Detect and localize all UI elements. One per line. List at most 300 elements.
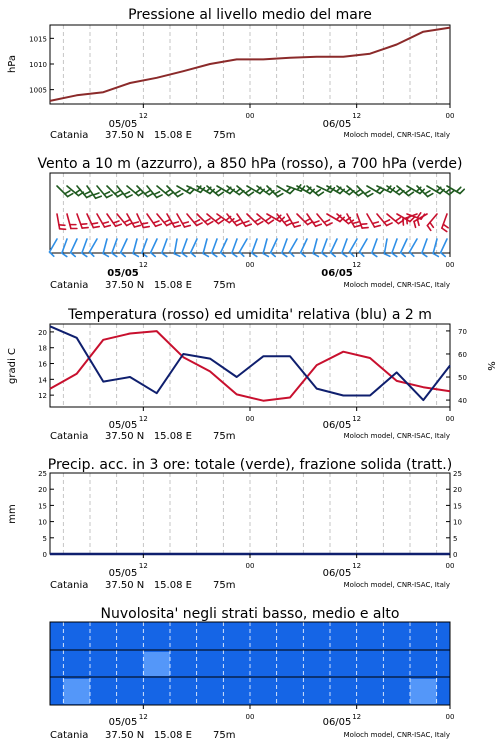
wind-barb [331,239,337,256]
wind-barb-feather [361,224,367,225]
wind-barb-feather [174,254,179,257]
wind-barb-feather [365,191,370,194]
wind-barb-shaft [57,214,60,229]
wind-barb-shaft [97,214,105,227]
wind-barb-shaft [313,239,317,253]
x-tick-label: 12 [352,713,362,721]
wind-barb-shaft [392,239,397,253]
wind-barb-feather [178,194,183,197]
wind-barb [350,239,358,256]
y-tick-label: 20 [38,328,47,337]
wind-barb-feather [96,196,102,198]
footer-coords: 37.50 N 15.08 E [105,130,192,141]
precipitation-panel [7,457,462,591]
wind-barb-feather [245,190,250,193]
wind-barb-feather [268,220,273,223]
wind-barb-feather [165,190,170,193]
footer-coords: 37.50 N 15.08 E [105,730,192,741]
wind-barb-feather [81,224,87,225]
wind-barb-feather [105,225,111,227]
wind-date-1: 05/05 [107,268,139,279]
wind-barb-feather [205,219,210,222]
wind-barb-feather [92,223,98,224]
footer-location: Catania [50,280,89,291]
wind-barb-feather [375,225,381,227]
wind-barb-shaft [67,214,71,228]
wind-barb-feather [362,228,368,229]
x-tick-label: 12 [352,112,362,120]
wind-barb-feather [384,220,389,223]
footer-coords: 37.50 N 15.08 E [105,280,192,291]
y-tick-label: 25 [38,470,47,478]
cloud-date-1: 05/05 [108,717,138,728]
wind-barb-shaft [191,239,197,253]
footer-elevation: 75m [213,130,236,141]
wind-barb-feather [428,194,433,197]
humidity-ylabel: % [485,361,496,371]
x-tick-label: 00 [245,713,255,721]
wind-barb-feather [185,225,191,227]
precipitation-frame [50,473,450,554]
wind-barb-shaft [282,239,287,253]
wind-barb-shaft [384,239,387,254]
y-tick-label-right: 60 [458,350,467,359]
cloud-footer [50,730,450,741]
cloud-cell-highlight [410,679,437,704]
wind-barb-feather [305,219,310,222]
wind-barb-feather [287,223,292,226]
wind-barb-feather [234,220,239,223]
y-tick-label: 1005 [29,86,47,95]
wind-barb-feather [112,253,117,256]
wind-barb [50,239,58,256]
cloud-date-2: 06/05 [322,717,352,728]
wind-barb-feather [372,253,377,256]
wind-barb [433,239,438,256]
wind-barb-feather [175,225,181,227]
x-tick-label: 00 [245,415,255,423]
wind-barb [422,239,427,257]
wind-barb-feather [118,194,123,197]
footer-elevation: 75m [213,580,236,591]
pressure-footer [50,130,450,141]
temperature-panel [7,307,496,442]
wind-barb-shaft [121,239,127,253]
x-tick-label: 00 [445,713,455,721]
wind-barb-feather [82,253,87,256]
wind-barb-feather [215,190,220,193]
footer-credit: Moloch model, CNR-ISAC, Italy [343,731,450,739]
wind-barb [191,239,197,256]
wind-barb-feather [212,253,217,256]
wind-barb-shaft [203,239,207,253]
footer-elevation: 75m [213,730,236,741]
y-tick-label: 12 [38,392,47,401]
footer-location: Catania [50,431,89,442]
y-tick-label: 20 [38,486,47,495]
wind-barb-shaft [162,239,167,253]
wind-barb [221,239,227,256]
wind-barb-feather [164,220,169,223]
wind-barb-feather [103,222,109,224]
wind-barb-shaft [307,186,318,196]
wind-barb-feather [115,191,120,194]
wind-barb-feather [145,191,150,194]
wind-barb-shaft [367,214,375,227]
wind-barb-feather [153,221,159,223]
wind-barb-shaft [187,214,197,225]
wind-barb-shaft [212,239,217,253]
wind-barb [232,239,237,257]
wind-barb-feather [327,223,332,226]
y-tick-label: 10 [453,518,462,527]
wind-barb-feather [427,225,430,230]
wind-date-2: 06/05 [321,268,353,279]
wind-barb-shaft [62,239,67,253]
wind-barb-feather [255,219,260,222]
wind-barb-feather [417,220,419,226]
wind-barb [103,239,108,256]
wind-barb [82,239,87,257]
x-tick-label: 00 [445,415,455,423]
wind-barb-feather [133,222,139,224]
wind-barb-shaft [337,214,348,224]
cloud-panel [50,606,454,741]
wind-barb-shaft [133,239,137,253]
x-tick-label: 12 [138,713,148,721]
wind-barb-shaft [271,239,277,253]
wind-barb-feather [59,225,65,226]
pressure-panel [7,7,454,141]
pressure-frame [50,25,450,104]
wind-barb-feather [157,195,162,198]
x-tick-label: 12 [138,562,148,570]
wind-barb-feather [60,229,66,230]
precipitation-title: Precip. acc. in 3 ore: totale (verde), frazione solida (tratt.) [47,457,453,473]
x-tick-label: 12 [352,415,362,423]
x-tick-label: 00 [245,112,255,120]
x-tick-label: 12 [138,112,148,120]
wind-barb-shaft [107,214,116,226]
wind-barb-shaft [290,239,298,252]
wind-barb-shaft [247,214,258,225]
precipitation-date-1: 05/05 [108,568,138,579]
wind-barb [212,239,217,257]
wind-barb-feather [237,223,242,226]
wind-barb [322,239,327,257]
wind-barb-feather [135,225,141,227]
y-tick-label: 0 [42,551,47,559]
wind-barb-shaft [221,239,227,253]
wind-barb-shaft [147,214,156,226]
wind-barb-shaft [410,239,418,252]
wind-barb-feather [278,194,283,197]
wind-barb-feather [368,194,373,197]
wind-barb [121,239,127,256]
wind-barb-feather [355,225,361,227]
wind-barb-feather [103,253,108,256]
wind-barb-shaft [377,214,387,225]
wind-barb-feather [293,222,299,224]
wind-barb [177,186,194,194]
wind-barb-feather [457,187,461,191]
wind-panel [37,156,464,291]
wind-barb-shaft [331,239,337,253]
y-tick-label: 15 [453,502,462,511]
wind-barb-shaft [151,239,157,253]
wind-frame [50,173,450,253]
wind-barb-shaft [360,239,368,252]
wind-barb-feather [355,190,360,193]
wind-barb-feather [113,221,119,223]
y-tick-label-right: 70 [458,327,467,336]
wind-barb [90,239,98,256]
wind-barb-feather [62,253,67,256]
wind-barb-shaft [207,186,218,196]
wind-barb-feather [218,220,223,223]
wind-barb [290,239,298,256]
wind-barb [442,214,448,232]
wind-barb [142,239,147,257]
y-tick-label: 25 [453,470,462,478]
y-tick-label-right: 40 [458,397,467,406]
x-tick-label: 00 [445,562,455,570]
wind-barb [62,239,67,257]
wind-barb-shaft [240,239,248,252]
y-tick-label: 1010 [29,60,47,69]
wind-barb-feather [315,190,320,193]
wind-barb-shaft [71,239,77,253]
wind-barb-feather [405,190,410,193]
wind-barb [342,239,347,257]
wind-barb-feather [443,224,448,227]
wind-barb-feather [430,222,433,227]
footer-coords: 37.50 N 15.08 E [105,431,192,442]
y-tick-label: 10 [38,518,47,527]
wind-barb-feather [403,219,404,225]
wind-barb-feather [290,189,294,193]
wind-barb [271,239,277,256]
cloud-title: Nuvolosita' negli strati basso, medio e alto [100,606,400,622]
wind-barb-feather [142,223,148,224]
wind-barb [247,214,263,225]
wind-title: Vento a 10 m (azzurro), a 850 hPa (rosso), a 700 hPa (verde) [37,156,463,172]
wind-barb-feather [104,192,109,195]
wind-barb [392,239,397,257]
wind-barb-shaft [422,239,427,253]
y-tick-label: 5 [42,534,47,543]
footer-credit: Moloch model, CNR-ISAC, Italy [343,581,450,589]
wind-barb-shaft [350,239,358,252]
x-tick-label: 00 [245,562,255,570]
wind-barb [410,239,418,256]
wind-barb-feather [433,253,438,256]
wind-barb [67,214,77,228]
wind-barb-shaft [301,239,307,253]
wind-barb-shaft [112,239,117,253]
y-tick-label: 0 [453,551,458,559]
wind-barb-feather [373,222,379,224]
wind-barb-feather [68,194,73,197]
wind-barb-feather [414,222,416,228]
wind-barb [414,214,427,227]
wind-barb [384,239,389,256]
x-tick-label: 00 [245,261,255,269]
wind-barb-shaft [227,214,237,225]
wind-barb [57,214,66,229]
x-tick-label: 12 [138,261,148,269]
wind-barb-shaft [77,214,82,228]
wind-barb-feather [243,221,249,223]
wind-barb-feather [407,218,408,224]
temperature-date-2: 06/05 [322,420,352,431]
footer-coords: 37.50 N 15.08 E [105,580,192,591]
wind-barb-feather [93,193,99,195]
wind-barb-feather [425,191,430,194]
pressure-date-2: 06/05 [322,119,352,130]
wind-barb [162,239,167,257]
wind-barb [263,239,268,256]
wind-barb-feather [460,189,464,193]
wind-barb-feather [387,223,392,226]
footer-elevation: 75m [213,431,236,442]
wind-barb-feather [142,253,147,256]
wind-barb-feather [93,227,99,228]
y-tick-label: 1015 [29,35,47,44]
temperature-ylabel: gradi C [7,348,18,384]
wind-barb-shaft [82,239,87,253]
wind-barb-shaft [90,239,98,252]
wind-barb-feather [107,195,112,198]
y-tick-label-right: 50 [458,374,467,383]
footer-credit: Moloch model, CNR-ISAC, Italy [343,281,450,289]
wind-barb-feather [392,253,397,256]
wind-barb-feather [408,192,413,195]
wind-barb-shaft [342,239,347,253]
wind-barb [151,239,157,256]
y-tick-label: 18 [38,344,47,353]
footer-elevation: 75m [213,280,236,291]
wind-barb-feather [82,228,88,229]
wind-barb-feather [154,192,159,195]
wind-barb [441,239,447,256]
wind-barb-feather [258,222,263,225]
wind-barb-feather [208,222,213,225]
wind-barb [282,239,287,257]
wind-barb [240,239,248,256]
wind-barb-feather [322,253,327,256]
wind-barb-feather [173,222,179,224]
wind-barb-feather [218,192,223,195]
wind-barb-feather [167,223,172,226]
wind-barb-shaft [57,186,68,197]
footer-location: Catania [50,130,89,141]
temperature-footer [50,431,450,442]
wind-barb-shaft [263,239,267,253]
wind-barb [77,214,88,228]
wind-barb-feather [295,225,301,227]
wind-barb-feather [197,223,202,226]
wind-barb-feather [87,195,92,198]
cloud-cell-highlight [63,679,90,704]
wind-barb-feather [124,220,129,223]
y-tick-label: 14 [38,376,47,385]
wind-barb-shaft [297,214,308,225]
wind-barb-shaft [252,239,257,253]
wind-barb-feather [133,253,138,256]
wind-barb-feather [284,220,289,223]
wind-barb-feather [263,253,268,256]
wind-barb-feather [175,191,180,194]
wind-barb [401,239,407,256]
wind-barb-feather [313,253,318,256]
wind-barb-feather [127,223,132,226]
wind-barb-feather [143,227,149,228]
pressure-date-1: 05/05 [108,119,138,130]
pressure-ylabel: hPa [7,54,18,74]
y-tick-label: 20 [453,486,462,495]
wind-barb-shaft [372,239,377,253]
wind-barb-feather [156,224,162,226]
wind-barb-feather [442,228,447,231]
wind-barb-feather [265,218,270,221]
wind-barb-shaft [232,239,237,253]
wind-barb-shaft [127,186,138,196]
wind-barb [174,239,179,256]
x-tick-label: 00 [445,112,455,120]
wind-barb-shaft [387,214,398,224]
wind-barb [71,239,77,256]
wind-footer [50,280,450,291]
footer-credit: Moloch model, CNR-ISAC, Italy [343,432,450,440]
wind-barb-shaft [157,186,168,196]
wind-barb [133,239,138,256]
temperature-date-1: 05/05 [108,420,138,431]
wind-barb [301,239,307,256]
y-tick-label: 5 [453,534,458,543]
wind-barb-feather [313,221,319,223]
wind-barb-feather [282,253,287,256]
wind-barb [252,239,257,257]
wind-barb-shaft [174,239,177,254]
wind-barb-feather [127,195,132,198]
wind-barb [367,186,384,194]
wind-barb [372,239,377,257]
wind-barb-feather [162,253,167,256]
x-tick-label: 12 [352,562,362,570]
wind-barb-feather [183,222,189,224]
precipitation-ylabel: mm [7,504,18,524]
wind-barb-feather [135,190,140,193]
precipitation-date-2: 06/05 [322,568,352,579]
wind-barb-feather [342,253,347,256]
wind-barb [313,239,318,256]
wind-barb [112,239,117,257]
x-tick-label: 12 [138,415,148,423]
wind-barb-feather [384,254,389,257]
footer-credit: Moloch model, CNR-ISAC, Italy [343,131,450,139]
wind-barb-feather [318,192,323,195]
wind-barb-feather [124,192,129,195]
x-tick-label: 12 [352,261,362,269]
wind-barb-shaft [441,239,447,253]
wind-barb-shaft [401,239,407,253]
wind-barb-shaft [427,214,437,225]
temperature-title: Temperatura (rosso) ed umidita' relativa (blu) a 2 m [68,307,432,323]
y-tick-label: 16 [38,360,47,369]
wind-barb [360,239,368,256]
wind-barb-shaft [103,239,107,253]
